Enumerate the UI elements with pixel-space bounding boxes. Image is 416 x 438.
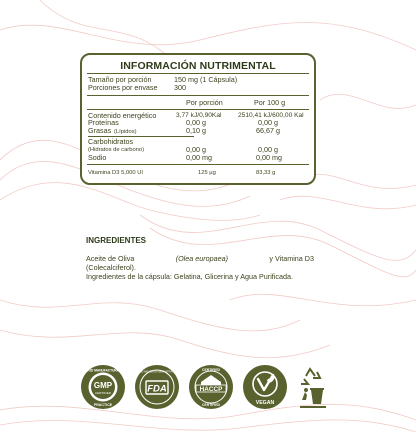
- divider: [87, 73, 309, 74]
- panel-title: INFORMACIÓN NUTRIMENTAL: [120, 60, 276, 72]
- vegan-badge-icon: [242, 364, 288, 410]
- row-label: Sodio: [88, 153, 107, 162]
- column-header-100g: Por 100 g: [254, 98, 286, 107]
- haccp-bottom-text: CERTIFIED: [202, 403, 220, 407]
- vegan-text: VEGAN: [255, 400, 275, 406]
- certification-badges: [80, 362, 330, 410]
- gmp-top-text: GOOD MANUFACTURING: [83, 368, 123, 373]
- gmp-bottom-text: PRACTICE: [93, 403, 113, 407]
- portions-value: 300: [174, 83, 186, 92]
- ingredients-heading: INGREDIENTES: [86, 236, 147, 245]
- row-per100: 0,00 g: [258, 145, 278, 154]
- column-header-portion: Por porción: [186, 98, 223, 107]
- row-portion: 0,10 g: [186, 126, 206, 135]
- row-per100: 2510,41 kJ/600,00 Kal: [238, 112, 304, 119]
- fda-badge-icon: [134, 364, 180, 410]
- divider: [87, 95, 309, 96]
- row-label: Carbohidratos: [88, 137, 134, 146]
- haccp-center-text: HACCP: [199, 385, 223, 393]
- trash-bin-icon: [300, 388, 326, 408]
- gmp-badge-icon: [80, 364, 126, 410]
- nutrition-facts-panel: [80, 53, 316, 185]
- row-per100: 0,00 mg: [256, 153, 282, 162]
- haccp-top-text: CERTIFIED: [202, 368, 220, 372]
- ingredients-text: [86, 254, 314, 282]
- row-portion: 3,77 kJ/0,90Kal: [176, 112, 222, 119]
- recycling-symbols: [296, 364, 330, 410]
- fda-center-text: FDA: [147, 383, 167, 395]
- serving-size-label: Tamaño por porción: [88, 75, 152, 84]
- row-label: Contenido energético: [88, 111, 157, 120]
- row-portion: 0,00 g: [186, 118, 206, 127]
- row-per100: 66,67 g: [256, 126, 280, 135]
- row-portion: 0,00 g: [186, 145, 206, 154]
- recycle-icon: [301, 369, 320, 384]
- row-sublabel: (Lípidos): [114, 128, 137, 135]
- gmp-center-text: GMP: [93, 381, 113, 390]
- divider: [87, 164, 309, 165]
- ingredient-scientific-name: (Olea europaea): [175, 254, 229, 263]
- row-label: Grasas: [88, 126, 112, 135]
- ingredient-line2: (Colecalciferol).: [86, 263, 136, 273]
- row-portion: 0,00 mg: [186, 153, 212, 162]
- divider: [87, 109, 309, 110]
- gmp-sub-text: CERTIFIED: [95, 391, 111, 395]
- row-per100: 0,00 g: [258, 118, 278, 127]
- vitamin-portion: 125 µg: [198, 170, 216, 176]
- row-label: Proteínas: [88, 118, 119, 127]
- fda-top-text: FOOD AND DRUG ADMINISTRATION: [136, 370, 178, 374]
- haccp-badge-icon: [188, 364, 234, 410]
- row-sublabel: (Hidratos de carbono): [88, 147, 145, 153]
- vitamin-per100: 83,33 g: [256, 170, 276, 176]
- vitamin-label: Vitamina D3 5,000 UI: [88, 170, 143, 176]
- portions-label: Porciones por envase: [88, 83, 158, 92]
- ingredient-line1a: Aceite de Oliva: [86, 254, 135, 263]
- serving-size-value: 150 mg (1 Cápsula): [174, 75, 238, 84]
- ingredient-line1b: y Vitamina D3: [269, 254, 314, 263]
- ingredient-line3: Ingredientes de la cápsula: Gelatina, Glicerina y Agua Purificada.: [86, 272, 293, 282]
